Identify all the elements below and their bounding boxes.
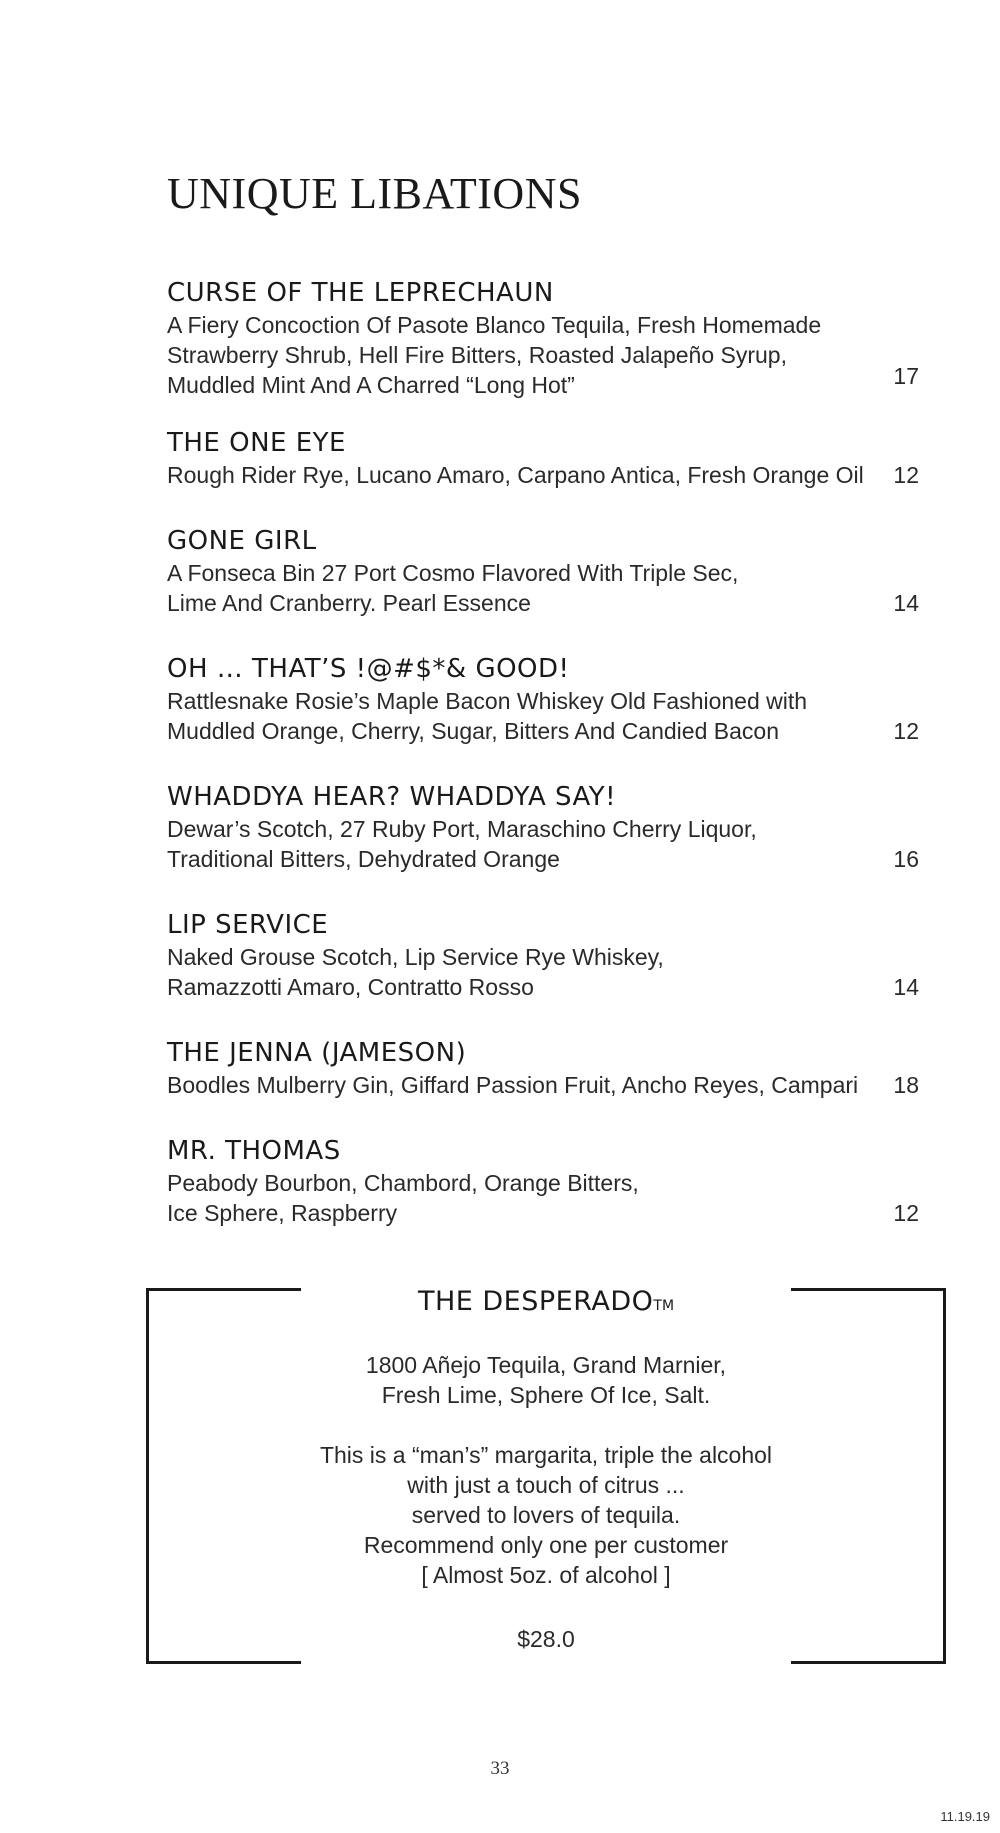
item-name: THE ONE EYE (167, 428, 346, 458)
item-description-line: Ramazzotti Amaro, Contratto Rosso (167, 974, 534, 1000)
page-title: UNIQUE LIBATIONS (167, 169, 582, 218)
featured-note-line: This is a “man’s” margarita, triple the alcohol (319, 1442, 773, 1468)
item-name: MR. THOMAS (167, 1136, 341, 1166)
item-description (167, 310, 857, 400)
menu-item (167, 780, 919, 908)
item-price: 16 (893, 846, 919, 872)
item-name: GONE GIRL (167, 526, 317, 556)
menu-item (167, 1134, 919, 1228)
item-description-line: Muddled Orange, Cherry, Sugar, Bitters And Candied Bacon (167, 718, 779, 744)
featured-note-line: served to lovers of tequila. (411, 1502, 681, 1528)
featured-cocktail-box (146, 1288, 946, 1658)
item-description (167, 814, 857, 874)
featured-note (146, 1440, 946, 1590)
featured-note-line: [ Almost 5oz. of alcohol ] (421, 1562, 671, 1588)
item-description-line: A Fonseca Bin 27 Port Cosmo Flavored With Triple Sec, (167, 560, 739, 586)
item-description-line: Rattlesnake Rosie’s Maple Bacon Whiskey Old Fashioned with (167, 688, 808, 714)
menu-item (167, 652, 919, 780)
page-number: 33 (490, 1758, 510, 1779)
item-description (167, 460, 864, 490)
menu-item (167, 908, 919, 1036)
item-description (167, 1070, 857, 1100)
featured-ingredients-line: Fresh Lime, Sphere Of Ice, Salt. (381, 1382, 711, 1408)
menu-list (167, 276, 919, 1228)
item-description-line: Boodles Mulberry Gin, Giffard Passion Fruit, Ancho Reyes, Campari (167, 1072, 859, 1098)
item-price: 18 (893, 1072, 919, 1098)
menu-item (167, 1036, 919, 1134)
item-name: THE JENNA (JAMESON) (167, 1038, 467, 1068)
item-name: OH … THAT’S !@#$*& GOOD! (167, 654, 570, 684)
item-description-line: Rough Rider Rye, Lucano Amaro, Carpano Antica, Fresh Orange Oil (167, 462, 864, 488)
featured-price: $28.0 (517, 1626, 575, 1652)
featured-ingredients (146, 1350, 946, 1410)
item-description-line: Lime And Cranberry. Pearl Essence (167, 590, 531, 616)
menu-item (167, 426, 919, 524)
menu-item (167, 524, 919, 652)
item-description-line: Strawberry Shrub, Hell Fire Bitters, Roasted Jalapeño Syrup, (167, 342, 787, 368)
item-price: 12 (893, 462, 919, 488)
item-name: WHADDYA HEAR? WHADDYA SAY! (167, 782, 617, 812)
date-stamp: 11.19.19 (940, 1809, 990, 1824)
featured-name-text: THE DESPERADO (417, 1286, 654, 1317)
item-description-line: Traditional Bitters, Dehydrated Orange (167, 846, 560, 872)
item-name: LIP SERVICE (167, 910, 329, 940)
item-description (167, 686, 857, 746)
item-description-line: A Fiery Concoction Of Pasote Blanco Tequila, Fresh Homemade (167, 312, 822, 338)
item-description (167, 558, 857, 618)
item-description (167, 942, 857, 1002)
item-price: 14 (893, 974, 919, 1000)
item-name: CURSE OF THE LEPRECHAUN (167, 278, 554, 308)
item-price: 17 (893, 363, 919, 389)
featured-note-line: Recommend only one per customer (363, 1532, 729, 1558)
item-description-line: Naked Grouse Scotch, Lip Service Rye Whiskey, (167, 944, 664, 970)
trademark-symbol: TM (653, 1298, 675, 1314)
item-price: 12 (893, 718, 919, 744)
item-description-line: Dewar’s Scotch, 27 Ruby Port, Maraschino Cherry Liquor, (167, 816, 757, 842)
menu-item (167, 276, 919, 426)
item-description-line: Peabody Bourbon, Chambord, Orange Bitters, (167, 1170, 639, 1196)
item-description-line: Muddled Mint And A Charred “Long Hot” (167, 372, 575, 398)
item-description (167, 1168, 857, 1228)
featured-ingredients-line: 1800 Añejo Tequila, Grand Marnier, (365, 1352, 727, 1378)
item-price: 12 (893, 1200, 919, 1226)
item-description-line: Ice Sphere, Raspberry (167, 1200, 398, 1226)
featured-note-line: with just a touch of citrus ... (407, 1472, 685, 1498)
featured-name (146, 1286, 946, 1318)
item-price: 14 (893, 590, 919, 616)
